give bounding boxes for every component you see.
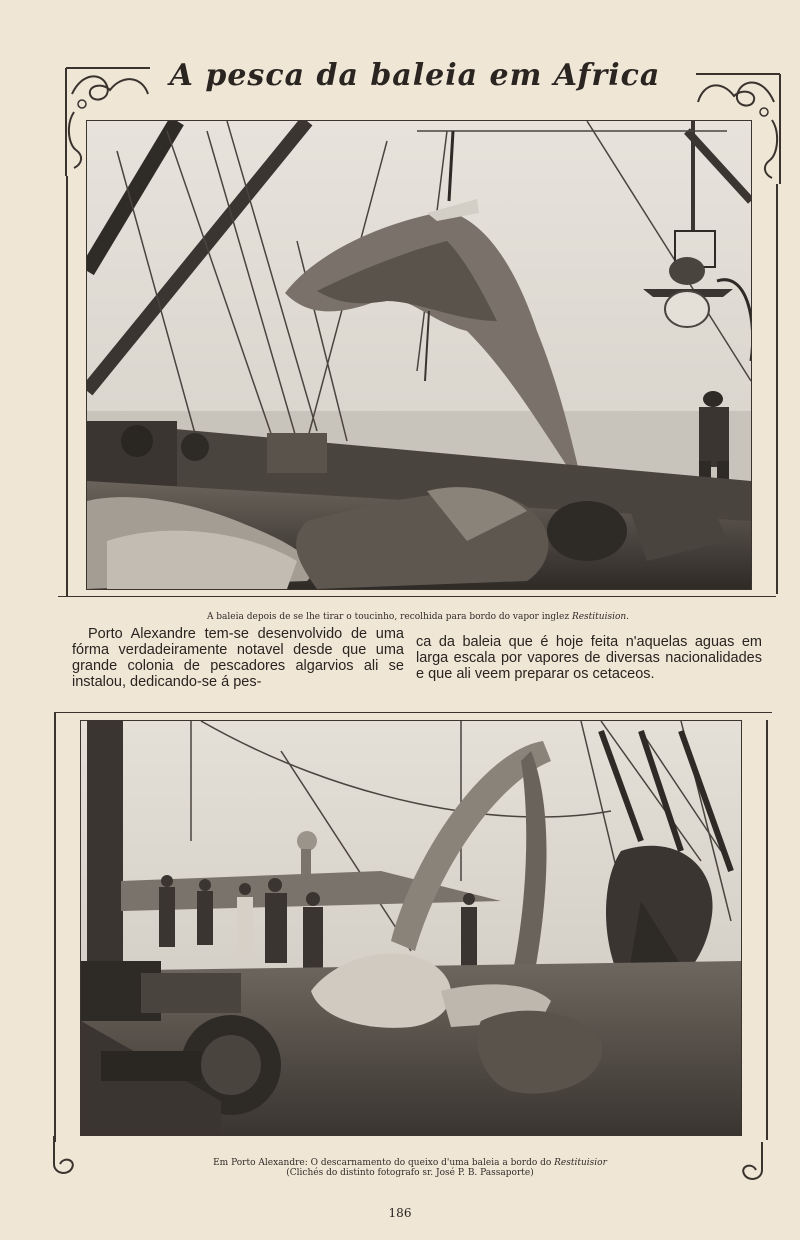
article-column-right: ca da baleia que é hoje feita n'aquelas aguas em larga escala por vapores de diversas nacionalidades e que ali veem preparar os cetaceos. xyxy=(416,634,762,682)
whale-hoisted-image xyxy=(87,121,751,589)
frame-mid-right-line xyxy=(766,720,768,1140)
ornament-bottom-left-icon xyxy=(48,1134,78,1178)
ornament-bottom-right-icon xyxy=(736,1140,768,1184)
photo2-caption xyxy=(100,1158,720,1178)
frame-mid-left-line xyxy=(54,712,56,1142)
photo1-caption-text: A baleia depois de se lhe tirar o toucinho, recolhida para bordo do vapor inglez xyxy=(206,612,572,622)
photo-whale-hoisted xyxy=(86,120,752,590)
frame-right-line xyxy=(776,184,778,594)
whale-jaw-image xyxy=(81,721,741,1135)
article-column-left: Porto Alexandre tem-se desenvolvido de uma fórma verdadeiramente notavel desde que uma grande colonia de pescadores algarvios ali se instalou, dedicando-se á pes- xyxy=(72,626,404,690)
photo-whale-jaw-on-deck xyxy=(80,720,742,1136)
photo2-caption-text: Em Porto Alexandre: O descarnamento do queixo d'uma baleia a bordo do xyxy=(213,1158,555,1168)
photo2-caption-ship: Restituisior xyxy=(554,1158,607,1168)
photo1-caption xyxy=(86,612,750,622)
page-title: A pesca da baleia em Africa xyxy=(169,58,661,93)
frame-text-bottom-line xyxy=(56,712,772,713)
photo1-caption-ship: Restituision. xyxy=(571,612,630,622)
photo2-credit: (Clichés do distinto fotografo sr. José P. B. Passaporte) xyxy=(286,1168,534,1178)
frame-left-line xyxy=(66,176,68,596)
page-number: 186 xyxy=(388,1206,412,1220)
frame-text-top-line xyxy=(58,596,776,597)
